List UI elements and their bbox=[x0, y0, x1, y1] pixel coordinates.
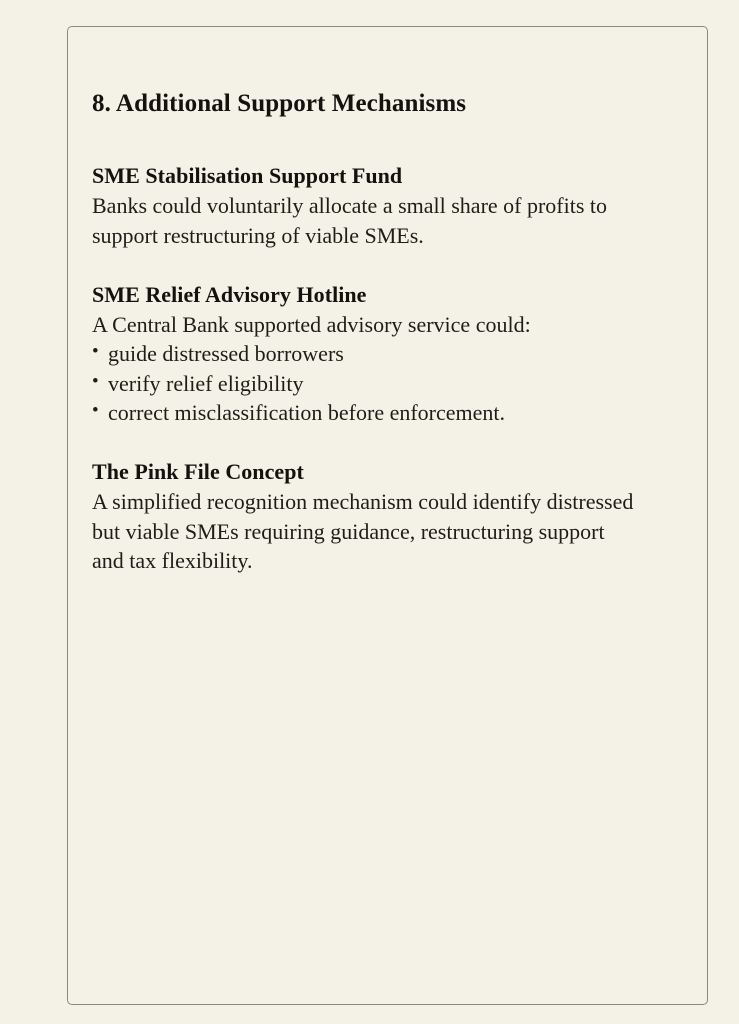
section-paragraph: A simplified recognition mechanism could identify distressed but viable SMEs requiring guidance, restructuring support and tax flexibility. bbox=[92, 489, 634, 573]
section-sme-relief-advisory-hotline bbox=[92, 280, 679, 427]
section-sme-stabilisation-support-fund bbox=[92, 161, 679, 250]
list-item: • guide distressed borrowers bbox=[92, 339, 679, 368]
section-the-pink-file-concept bbox=[92, 457, 679, 575]
section-paragraph: Banks could voluntarily allocate a small share of profits to support restructuring of viable SMEs. bbox=[92, 193, 608, 248]
document-page-frame bbox=[67, 26, 708, 1005]
list-item: • verify relief eligibility bbox=[92, 369, 679, 398]
section-heading: SME Stabilisation Support Fund bbox=[92, 163, 403, 188]
bullet-list bbox=[92, 339, 679, 427]
page-title: 8. Additional Support Mechanisms bbox=[92, 90, 467, 117]
section-heading: SME Relief Advisory Hotline bbox=[92, 281, 367, 307]
document-content bbox=[92, 89, 679, 575]
section-heading: The Pink File Concept bbox=[92, 459, 304, 484]
list-item: • correct misclassification before enforcement. bbox=[92, 398, 679, 427]
section-paragraph: A Central Bank supported advisory service could: bbox=[92, 312, 531, 337]
